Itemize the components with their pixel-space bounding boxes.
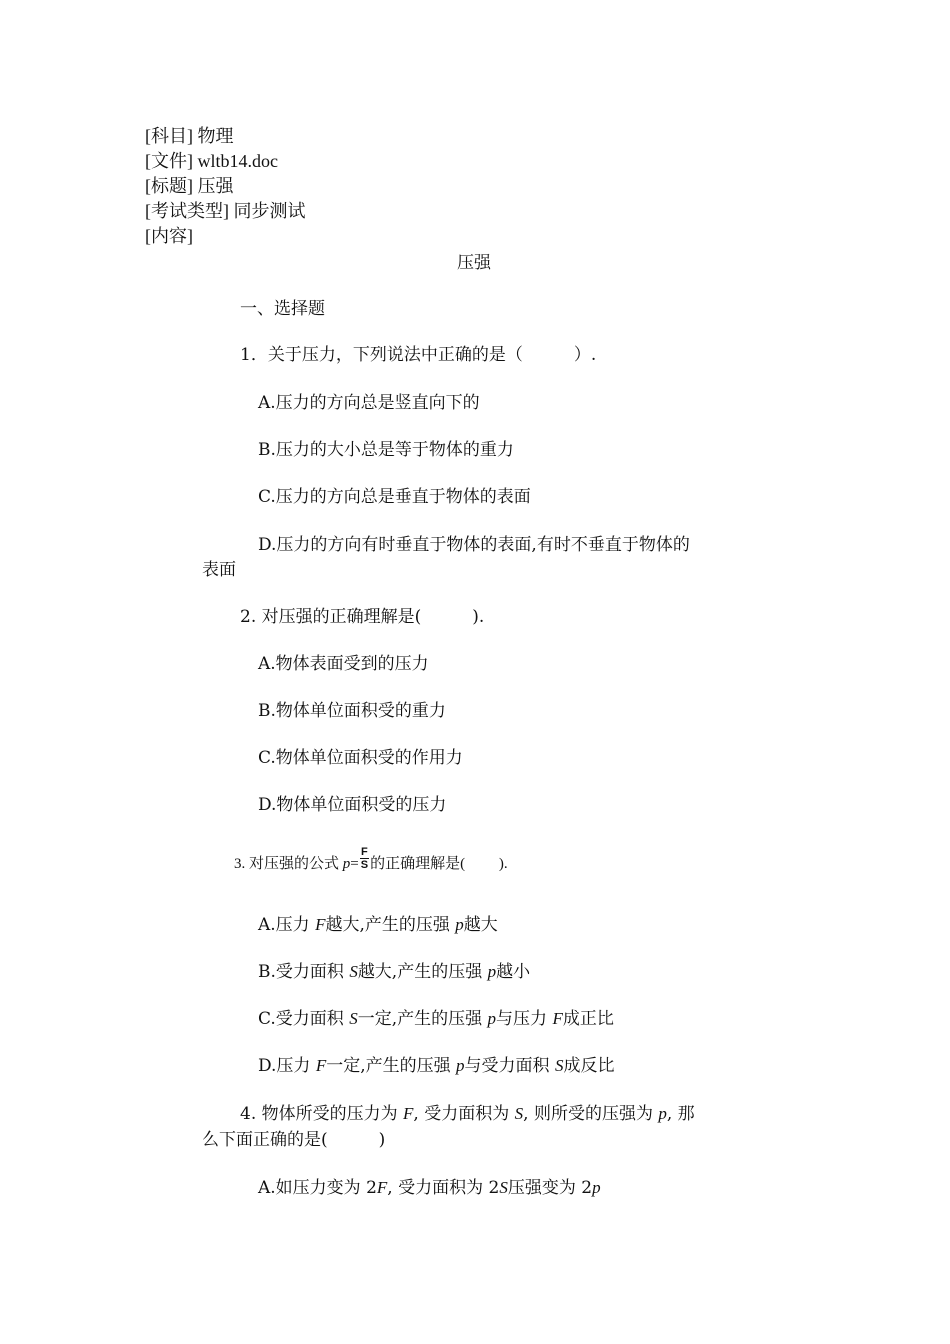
q4-text-0: 4. 物体所受的压力为 xyxy=(240,1104,404,1124)
formula-fraction xyxy=(360,846,369,871)
q3-b-var-1: p xyxy=(487,962,497,981)
q3-var-p: p xyxy=(342,855,351,872)
q4-option-a xyxy=(258,1177,601,1199)
q3-d-var-0: F xyxy=(315,1056,327,1075)
q2-stem: 2. 对压强的正确理解是( ). xyxy=(240,607,485,627)
q3-stem xyxy=(234,846,508,877)
q3-b-text-1: 越大,产生的压强 xyxy=(357,962,488,982)
q3-d-var-2: S xyxy=(554,1056,564,1075)
fraction-denominator: S xyxy=(360,859,369,871)
q3-c-var-1: p xyxy=(487,1009,497,1028)
q3-option-a xyxy=(258,914,498,936)
q3-c-text-0: C.受力面积 xyxy=(258,1009,350,1029)
q2-option-c: C.物体单位面积受的作用力 xyxy=(258,748,463,768)
q3-a-text-2: 越大 xyxy=(463,915,498,935)
meta-title: [标题] 压强 xyxy=(145,176,234,196)
q4-stem-cont: 么下面正确的是( ) xyxy=(202,1130,386,1150)
meta-subject: [科目] 物理 xyxy=(145,126,234,146)
q3-option-c xyxy=(258,1008,614,1030)
section-heading: 一、选择题 xyxy=(240,299,325,319)
q3-c-text-1: 一定,产生的压强 xyxy=(357,1009,488,1029)
q1-option-c: C.压力的方向总是垂直于物体的表面 xyxy=(258,487,531,507)
q1-option-d: D.压力的方向有时垂直于物体的表面,有时不垂直于物体的 xyxy=(258,535,690,555)
q4-text-1: , 受力面积为 xyxy=(413,1104,515,1124)
q3-b-var-0: S xyxy=(349,962,358,981)
q4-stem xyxy=(240,1103,695,1125)
q3-option-b xyxy=(258,961,530,983)
doc-title: 压强 xyxy=(457,253,491,273)
q3-d-text-3: 成反比 xyxy=(563,1056,615,1076)
q4-var-1: S xyxy=(514,1104,524,1123)
q2-option-d: D.物体单位面积受的压力 xyxy=(258,795,447,815)
q1-option-d-cont: 表面 xyxy=(202,560,236,580)
q3-d-text-2: 与受力面积 xyxy=(464,1056,555,1076)
q3-d-var-1: p xyxy=(456,1056,465,1075)
q3-d-text-0: D.压力 xyxy=(258,1056,316,1076)
fraction-numerator: F xyxy=(361,846,368,858)
meta-file: [文件] wltb14.doc xyxy=(145,151,278,171)
q1-option-b: B.压力的大小总是等于物体的重力 xyxy=(258,440,514,460)
meta-content: [内容] xyxy=(145,226,193,246)
meta-exam-type: [考试类型] 同步测试 xyxy=(145,201,306,221)
q4-a-var-1: S xyxy=(499,1178,508,1197)
q4-a-var-2: p xyxy=(592,1178,601,1197)
q3-option-d xyxy=(258,1055,614,1077)
q3-c-text-2: 与压力 xyxy=(496,1009,553,1029)
q1-stem: 1．关于压力，下列说法中正确的是（ ）. xyxy=(240,345,597,365)
q3-a-var-1: p xyxy=(455,915,464,934)
q4-var-0: F xyxy=(403,1104,414,1123)
q3-b-text-2: 越小 xyxy=(496,962,531,982)
q2-option-b: B.物体单位面积受的重力 xyxy=(258,701,446,721)
q3-a-var-0: F xyxy=(315,915,326,934)
q4-var-2: p xyxy=(658,1104,667,1123)
q4-a-text-0: A.如压力变为 2 xyxy=(258,1178,377,1198)
q4-a-text-1: , 受力面积为 2 xyxy=(387,1178,500,1198)
q4-text-2: , 则所受的压强为 xyxy=(523,1104,659,1124)
q3-eq: = xyxy=(350,855,359,872)
q3-b-text-0: B.受力面积 xyxy=(258,962,350,982)
q1-option-a: A.压力的方向总是竖直向下的 xyxy=(258,393,480,413)
q3-a-text-0: A.压力 xyxy=(258,915,316,935)
q3-a-text-1: 越大,产生的压强 xyxy=(325,915,456,935)
q4-a-text-2: 压强变为 2 xyxy=(507,1178,593,1198)
q3-stem-post: 的正确理解是( ). xyxy=(370,855,508,872)
q3-stem-pre: 3. 对压强的公式 xyxy=(234,855,343,872)
q3-c-var-0: S xyxy=(349,1009,358,1028)
q4-text-3: , 那 xyxy=(666,1104,695,1124)
q2-option-a: A.物体表面受到的压力 xyxy=(258,654,429,674)
q3-c-var-2: F xyxy=(552,1009,563,1028)
q3-c-text-3: 成正比 xyxy=(562,1009,614,1029)
q3-d-text-1: 一定,产生的压强 xyxy=(326,1056,457,1076)
q4-a-var-0: F xyxy=(376,1178,388,1197)
